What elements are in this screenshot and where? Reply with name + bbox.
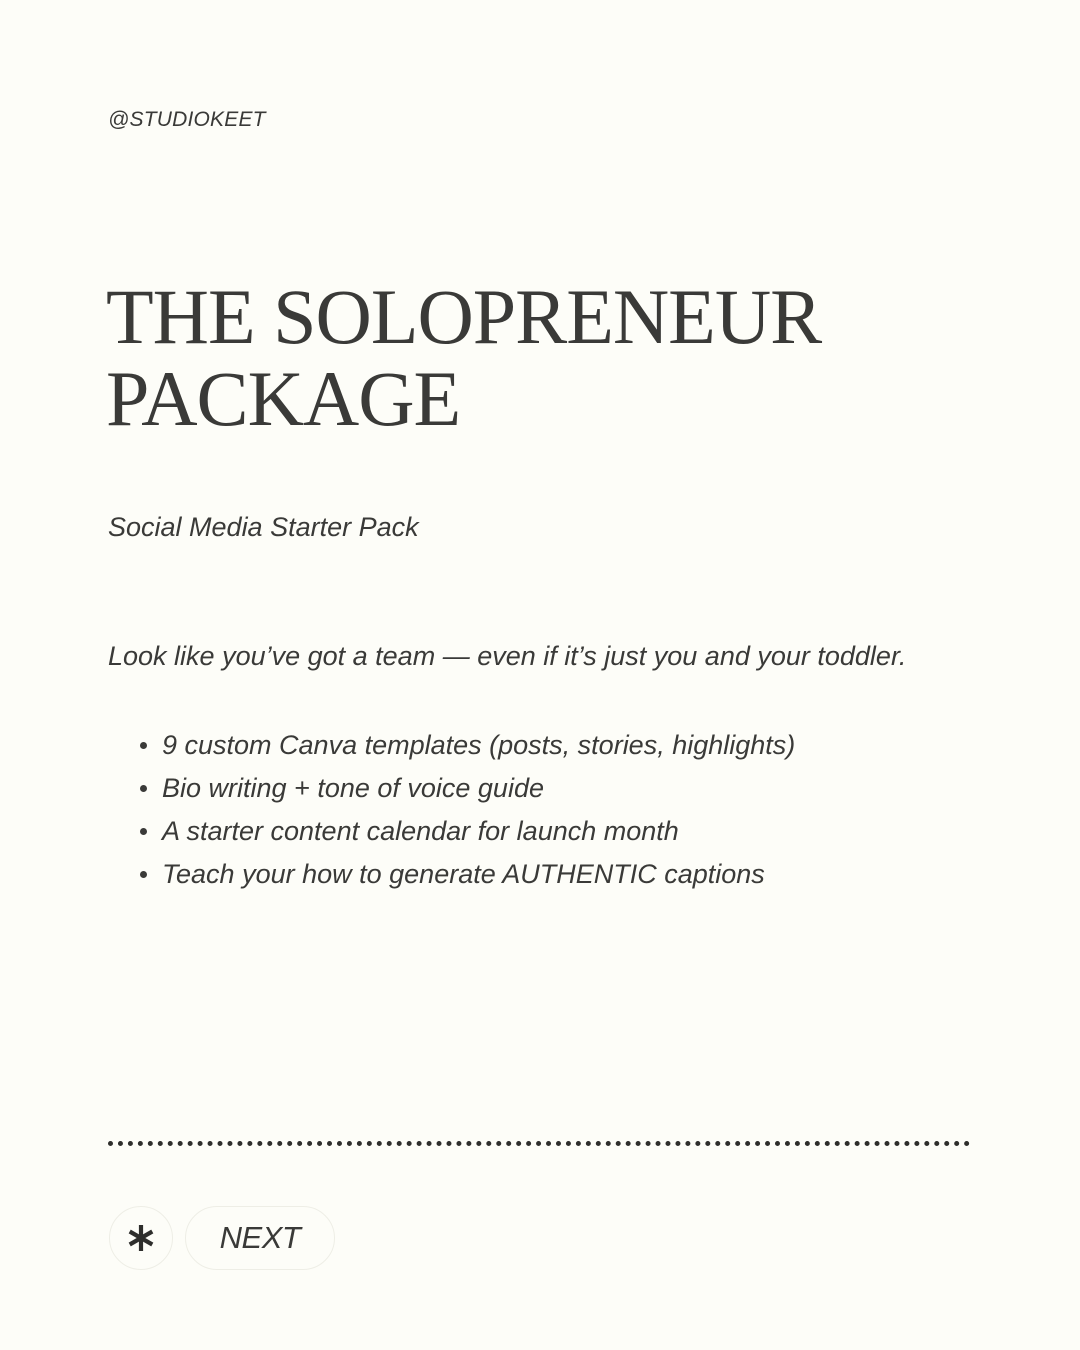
- dotted-divider: [108, 1141, 970, 1146]
- asterisk-icon: [126, 1223, 156, 1253]
- account-handle: @STUDIOKEET: [108, 108, 266, 131]
- feature-item: A starter content calendar for launch month: [108, 812, 795, 855]
- feature-item: Bio writing + tone of voice guide: [108, 769, 795, 812]
- feature-item: 9 custom Canva templates (posts, stories, highlights): [108, 726, 795, 769]
- next-button[interactable]: [185, 1206, 335, 1270]
- feature-item: Teach your how to generate AUTHENTIC captions: [108, 855, 795, 898]
- next-button-label: NEXT: [219, 1220, 301, 1255]
- subtitle: Social Media Starter Pack: [108, 512, 419, 542]
- feature-list: [108, 726, 795, 898]
- asterisk-button[interactable]: [109, 1206, 173, 1270]
- title-line-2: PACKAGE: [106, 355, 461, 442]
- page-title: [106, 273, 1006, 442]
- title-line-1: THE SOLOPRENEUR: [106, 273, 822, 360]
- tagline: Look like you’ve got a team — even if it’s just you and your toddler.: [108, 641, 907, 671]
